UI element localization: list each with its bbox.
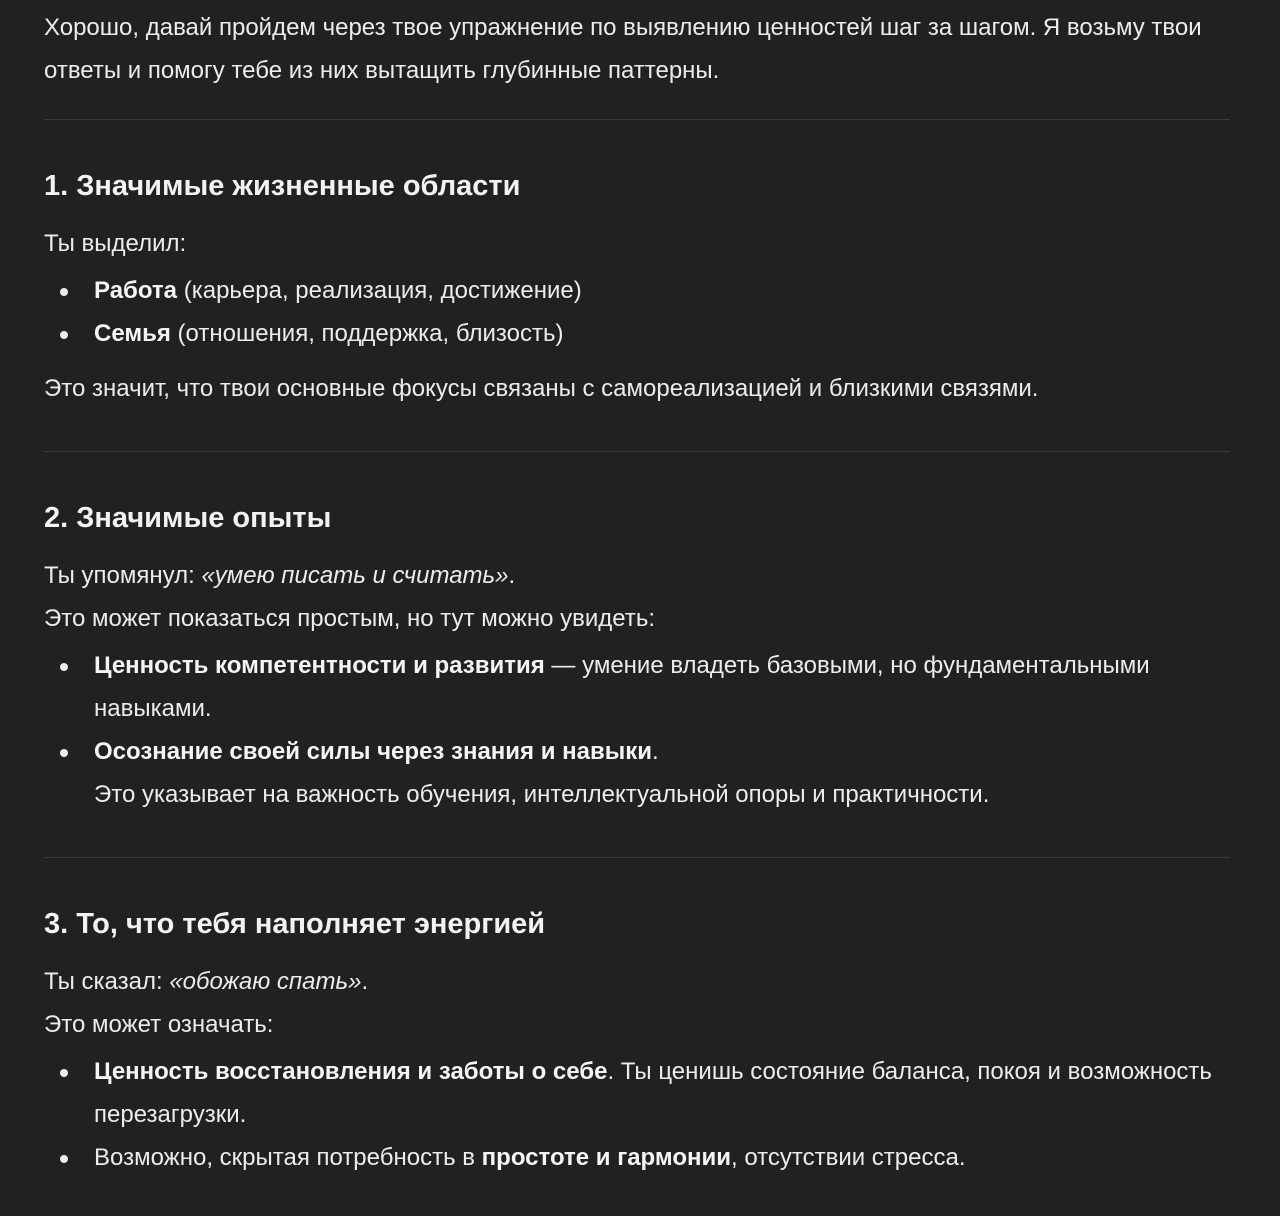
section-2-lead-2: Это может показаться простым, но тут можно увидеть: — [44, 605, 656, 632]
list-item: Ценность восстановления и заботы о себе. Ты ценишь состояние баланса, покоя и возможность перезагрузки. — [44, 1050, 1230, 1136]
list-item: Осознание своей силы через знания и навыки. Это указывает на важность обучения, интеллектуальной опоры и практичности. — [44, 730, 1230, 816]
section-2-lead: Ты упомянул: «умею писать и считать». — [44, 562, 516, 589]
bullet-icon — [60, 331, 68, 339]
section-3-list — [44, 1050, 1230, 1179]
bullet-icon — [60, 1069, 68, 1077]
list-item: Возможно, скрытая потребность в простоте и гармонии, отсутствии стресса. — [44, 1136, 1230, 1179]
section-1-lead: Ты выделил: — [44, 230, 187, 257]
bullet-icon — [60, 749, 68, 757]
divider — [44, 857, 1230, 858]
section-2-list — [44, 644, 1230, 816]
section-heading-1: 1. Значимые жизненные области — [44, 170, 521, 202]
bullet-icon — [60, 1155, 68, 1163]
list-item: Семья (отношения, поддержка, близость) — [44, 312, 1230, 355]
divider — [44, 451, 1230, 452]
section-1-summary: Это значит, что твои основные фокусы связаны с самореализацией и близкими связями. — [44, 375, 1039, 402]
list-item: Ценность компетентности и развития — умение владеть базовыми, но фундаментальными навыками. — [44, 644, 1230, 730]
bullet-icon — [60, 288, 68, 296]
section-heading-3: 3. То, что тебя наполняет энергией — [44, 908, 546, 940]
divider — [44, 119, 1230, 120]
section-heading-2: 2. Значимые опыты — [44, 502, 332, 534]
intro-paragraph: Хорошо, давай пройдем через твое упражнение по выявлению ценностей шаг за шагом. Я возьму твои ответы и помогу тебе из них вытащить глубинные паттерны. — [44, 14, 1202, 84]
section-3-lead: Ты сказал: «обожаю спать». — [44, 968, 369, 995]
section-1-list — [44, 269, 1230, 355]
section-3-lead-2: Это может означать: — [44, 1011, 274, 1038]
bullet-icon — [60, 663, 68, 671]
list-item: Работа (карьера, реализация, достижение) — [44, 269, 1230, 312]
